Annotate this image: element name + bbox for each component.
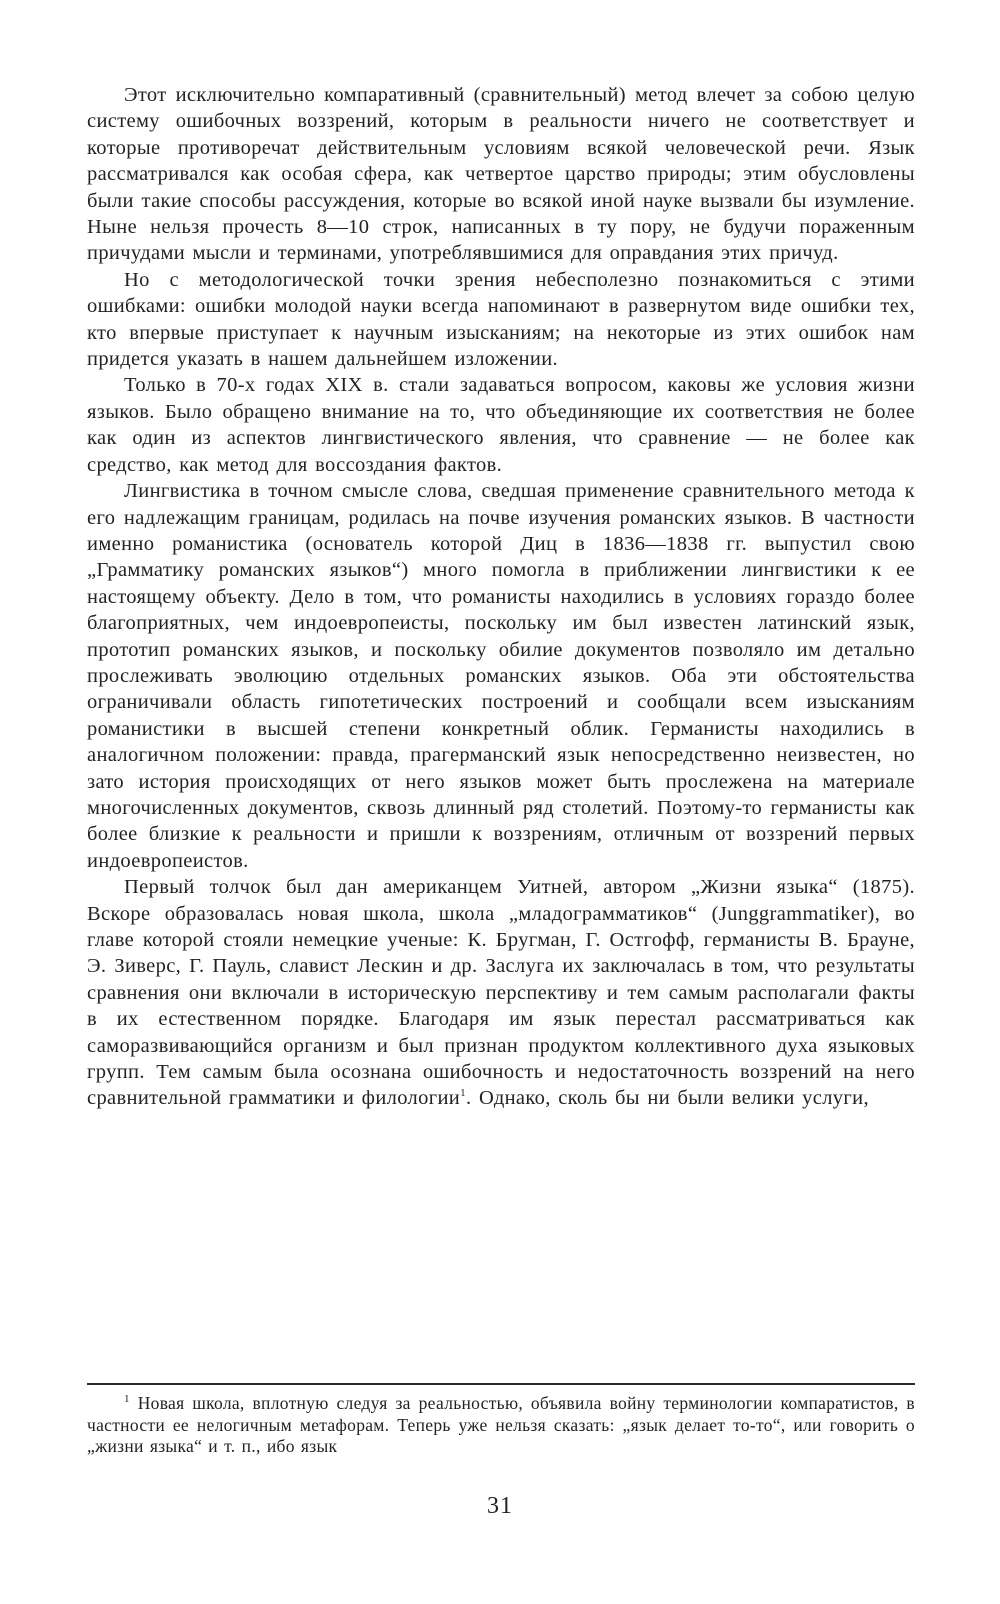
paragraph-romance-studies: Лингвистика в точном смысле слова, сведшая применение сравнительного метода к его надлежащим границам, родилась на почве изучения романских языков. В частности именно романистика (основатель которой Диц в 1836—1838 гг. выпустил свою „Грамматику романских языков“) много помогла в приближении лингвистики к ее настоящему объекту. Дело в том, что романисты находились в условиях гораздо более благоприятных, чем индоевропеисты, поскольку им был известен латинский язык, прототип романских языков, и поскольку обилие документов позволяло им детально прослеживать эволюцию отдельных романских языков. Оба эти обстоятельства ограничивали область гипотетических построений и сообщали всем изысканиям романистики в высшей степени конкретный облик. Германисты находились в аналогичном положении: правда, прагерманский язык непосредственно неизвестен, но зато история происходящих от него языков может быть прослежена на материале многочисленных документов, сквозь длинный ряд столетий. Поэтому-то германисты как более близкие к реальности и пришли к воззрениям, отличным от воззрений первых индоевропеистов.: [87, 480, 915, 872]
footnote-divider: [87, 1383, 915, 1385]
paragraph-neogrammarians: [87, 874, 915, 1112]
paragraph-text-end: . Однако, сколь бы ни были велики услуги,: [466, 1087, 869, 1110]
footnote-mark: 1: [124, 1393, 130, 1406]
page-number: 31: [487, 1493, 513, 1519]
footnote-reference: 1: [460, 1087, 466, 1100]
paragraph-seventies: Только в 70-х годах XIX в. стали задаваться вопросом, каковы же условия жизни языков. Было обращено внимание на то, что объединяющие их соответствия не более как один из аспектов лингвистического явления, что сравнение — не более как средство, как метод для воссоздания фактов.: [87, 374, 915, 476]
paragraph-comparative-method: Этот исключительно компаративный (сравнительный) метод влечет за собою целую систему ошибочных воззрений, которым в реальности ничего не соответствует и которые противоречат действительным условиям всякой человеческой речи. Язык рассматривался как особая сфера, как четвертое царство природы; этим обусловлены были такие способы рассуждения, которые во всякой иной науке вызвали бы изумление. Ныне нельзя прочесть 8—10 строк, написанных в ту пору, не будучи пораженным причудами мысли и терминами, употреблявшимися для оправдания этих причуд.: [87, 84, 915, 265]
main-text: [87, 82, 915, 1112]
footnote-text: Новая школа, вплотную следуя за реальностью, объявила войну терминологии компаратистов, в частности ее нелогичным метафорам. Теперь уже нельзя сказать: „язык делает то-то“, или говорить о „жизни языка“ и т. п., ибо язык: [87, 1393, 915, 1456]
paragraph-methodology: Но с методологической точки зрения небесполезно познакомиться с этими ошибками: ошибки молодой науки всегда напоминают в развернутом виде ошибки тех, кто впервые приступает к научным изысканиям; на некоторые из этих ошибок нам придется указать в нашем дальнейшем изложении.: [87, 268, 915, 371]
footnote: [87, 1393, 915, 1458]
paragraph-text: Первый толчок был дан американцем Уитней, автором „Жизни языка“ (1875). Вскоре образовалась новая школа, школа „младограмматиков“ (Junggrammatiker), во главе которой стояли немецкие ученые: К. Бругман, Г. Остгофф, германисты В. Брауне, Э. Зиверс, Г. Пауль, славист Лескин и др. Заслуга их заключалась в том, что результаты сравнения они включали в историческую перспективу и тем самым располагали факты в их естественном порядке. Благодаря им язык перестал рассматриваться как саморазвивающийся организм и был признан продуктом коллективного духа языковых групп. Тем самым была осознана ошибочность и недостаточность воззрений на него сравнительной грамматики и филологии: [87, 876, 915, 1110]
